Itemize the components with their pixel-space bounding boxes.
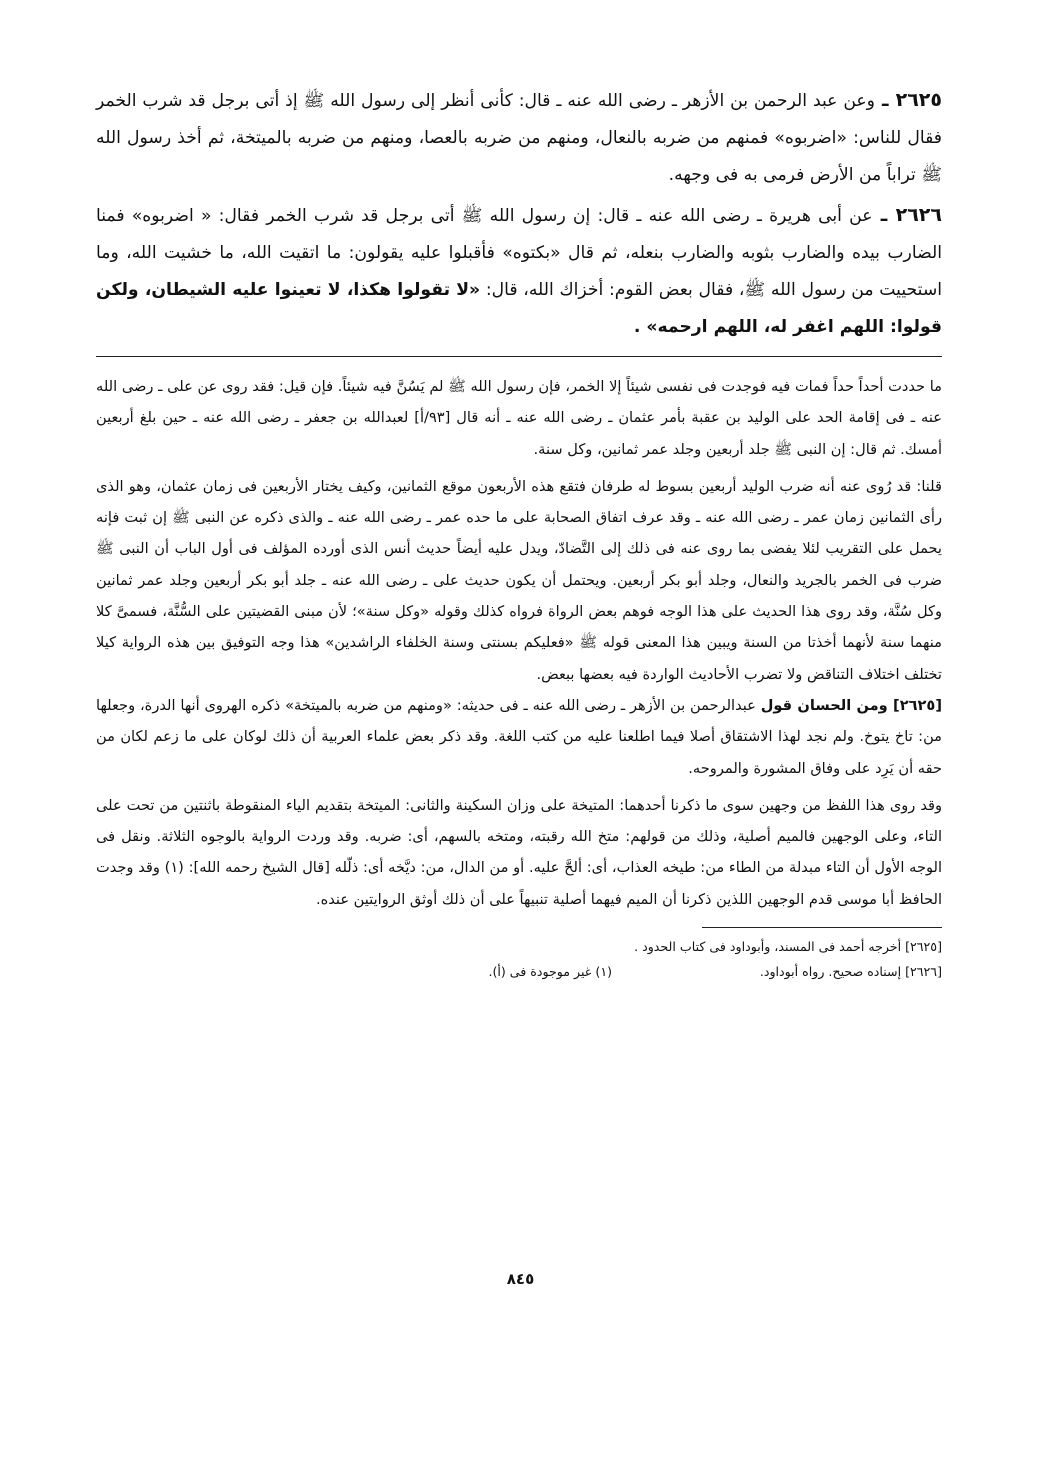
footnote: [٢٦٢٦] إسناده صحيح. رواه أبوداود. xyxy=(759,964,942,980)
commentary-paragraph: وقد روى هذا اللفظ من وجهين سوى ما ذكرنا أحدهما: المتيخة على وزان السكينة والثانى: الميتخة بتقديم الياء المنقوطة باثنتين من تحت على التاء، وعلى الوجهين فالميم أصلية، وذلك من قولهم: متخ الله رقبته، ومتخه بالسهم، أى: ضربه. وقد وردت الرواية بالوجوه الثلاثة. ونقل فى الوجه الأول أن التاء مبدلة من الطاء من: طيخه العذاب، أى: ألحَّ عليه. أو من الدال، من: ديَّخه أى: ذلّله [قال الشيخ رحمه الله]: (١) وقد وجدت الحافظ أبا موسى قدم الوجهين اللذين ذكرنا أن الميم فيهما أصلية تنبيهاً على أن ذلك أوثق الروايتين عنده. xyxy=(96,796,943,908)
commentary-paragraph xyxy=(96,690,942,784)
hadith-text: وعن عبد الرحمن بن الأزهر ـ رضى الله عنه ـ قال: كأنى أنظر إلى رسول الله ﷺ إذ أتى برجل قد شرب الخمر فقال للناس: «اضربوه» فمنهم من ضربه بالنعال، ومنهم من ضربه بالعصا، ومنهم من ضربه بالميتخة، ثم أخذ رسول الله ﷺ تراباً من الأرض فرمى به فى وجهه. xyxy=(96,91,942,185)
hadith-2626: ٢٦٢٦ ـ عن أبى هريرة ـ رضى الله عنه ـ قال: إن رسول الله ﷺ أتى برجل قد شرب الخمر فقال: « اضربوه» فمنا الضارب بيده والضارب بثوبه والضارب بنعله، ثم قال «بكتوه» فأقبلوا عليه يقولون: ما اتقيت الله، ما خشيت الله، وما استحييت من رسول الله ﷺ، فقال بعض القوم: أخزاك الله، قال: «لا تقولوا هكذا، لا تعينوا عليه الشيطان، ولكن قولوا: اللهم اغفر له، اللهم ارحمه» . xyxy=(96,204,942,337)
hadith-number: ٢٦٢٥ xyxy=(895,89,942,111)
commentary-text: عبدالرحمن بن الأزهر ـ رضى الله عنه ـ فى حديثه: «ومنهم من ضربه بالميتخة» ذكره الهروى أنها الدرة، وجعلها من: تاخ يتوخ. ولم نجد لهذا الاشتقاق أصلا فيما اطلعنا عليه من كتب اللغة. وقد ذكر بعض علماء العربية أن ذلك لوكان على ما زعم لكان من حقه أن يَرِد على وفاق المشورة والمروحه. xyxy=(96,696,942,777)
footnote-divider xyxy=(702,927,942,928)
footnote: [٢٦٢٥] أخرجه أحمد فى المسند، وأبوداود فى كتاب الحدود . xyxy=(634,939,942,955)
commentary-reference: [٢٦٢٥] ومن الحسان قول xyxy=(760,696,942,714)
hadith-number: ٢٦٢٦ xyxy=(895,204,942,226)
hadith-text: عن أبى هريرة ـ رضى الله عنه ـ قال: إن رسول الله ﷺ أتى برجل قد شرب الخمر فقال: « اضربوه» فمنا الضارب بيده والضارب بثوبه والضارب بنعله، ثم قال «بكتوه» فأقبلوا عليه يقولون: ما اتقيت الله، ما خشيت الله، وما استحييت من رسول الله ﷺ، فقال بعض القوم: أخزاك الله، قال: xyxy=(96,206,942,300)
footnote: (١) غير موجودة فى (أ). xyxy=(488,964,612,980)
hadith-bold-text: «لا تقولوا هكذا، لا تعينوا عليه الشيطان، ولكن قولوا: اللهم اغفر له، اللهم ارحمه» . xyxy=(96,280,942,337)
section-divider xyxy=(96,356,942,357)
page-body xyxy=(96,82,942,984)
commentary-paragraph: قلنا: قد رُوى عنه أنه ضرب الوليد أربعين بسوط له طرفان فتقع هذه الأربعون موقع الثمانين، وكيف يختار الأربعين فى زمان عثمان، وهو الذى رأى الثمانين زمان عمر ـ رضى الله عنه ـ وقد عرف اتفاق الصحابة على ما حده عمر ـ رضى الله عنه ـ والذى ذكره عن النبى ﷺ إن ثبت فإنه يحمل على التقريب لئلا يفضى بما روى عنه فى ذلك إلى التَّضادّ، ويدل عليه أيضاً حديث أنس الذى أورده المؤلف فى أول الباب أن النبى ﷺ ضرب فى الخمر بالجريد والنعال، وجلد أبو بكر أربعين. ويحتمل أن يكون حديث على ـ رضى الله عنه ـ جلد أبو بكر أربعين وجلد عمر ثمانين وكل سُنَّة، وقد روى هذا الحديث على هذا الوجه فوهم بعض الرواة فرواه كذلك وقوله «وكل سنة»؛ لأن مبنى القضيتين على السُّنَّة، فسمىَّ كلا منهما سنة لأنهما أخذتا من السنة ويبين هذا المعنى قوله ﷺ «فعليكم بسنتى وسنة الخلفاء الراشدين» هذا وجه التوفيق بين هذه الرواية كيلا تختلف اختلاف التناقض ولا تضرب الأحاديث الواردة فيه بعضها ببعض. xyxy=(96,477,942,683)
hadith-2625: ٢٦٢٥ ـ وعن عبد الرحمن بن الأزهر ـ رضى الله عنه ـ قال: كأنى أنظر إلى رسول الله ﷺ إذ أتى برجل قد شرب الخمر فقال للناس: «اضربوه» فمنهم من ضربه بالنعال، ومنهم من ضربه بالعصا، ومنهم من ضربه بالميتخة، ثم أخذ رسول الله ﷺ تراباً من الأرض فرمى به فى وجهه. xyxy=(96,89,942,185)
footnotes xyxy=(96,934,942,984)
commentary-paragraph: ما حددت أحداً حداً فمات فيه فوجدت فى نفسى شيئاً إلا الخمر، فإن رسول الله ﷺ لم يَسُنَّ فيه شيئاً. فإن قيل: فقد روى عن على ـ رضى الله عنه ـ فى إقامة الحد على الوليد بن عقبة بأمر عثمان ـ رضى الله عنه ـ أنه قال [٩٣/أ] لعبدالله بن جعفر ـ رضى الله عنه ـ حين بلغ أربعين أمسك. ثم قال: إن النبى ﷺ جلد أربعين وجلد عمر ثمانين، وكل سنة. xyxy=(96,378,942,458)
page-number: ٨٤٥ xyxy=(506,1270,535,1288)
